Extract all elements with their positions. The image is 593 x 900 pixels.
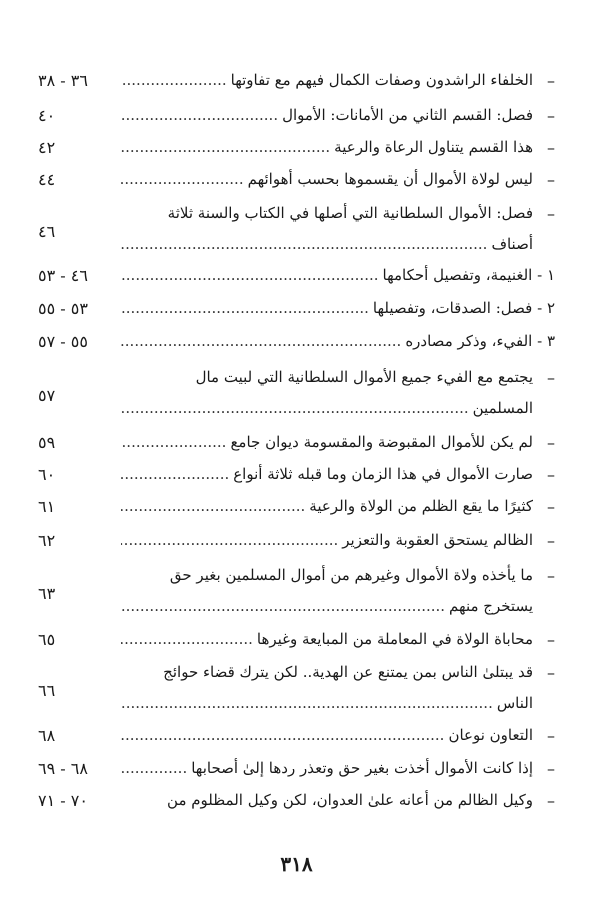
entry-page-ref: ٥٧ xyxy=(38,386,56,405)
entry-title: كثيرًا ما يقع الظلم من الولاة والرعية ..... xyxy=(121,494,533,519)
entry-bullet: – xyxy=(547,759,555,778)
entry-bullet: – xyxy=(547,106,555,125)
index-entry xyxy=(38,660,555,720)
entry-title: إذا كانت الأموال أخذت بغير حق وتعذر ردها إلىٰ أصحابها ..... xyxy=(121,756,533,781)
entry-page-ref: ٥٩ xyxy=(38,433,56,452)
index-entry xyxy=(38,135,555,165)
page-number: ٣١٨ xyxy=(280,852,313,876)
index-entry xyxy=(38,462,555,492)
entry-bullet: – xyxy=(547,663,555,682)
index-entry xyxy=(38,263,555,293)
entry-title: الخلفاء الراشدون وصفات الكمال فيهم مع تفاوتها ..... xyxy=(121,68,533,93)
entry-bullet: – xyxy=(547,726,555,745)
index-entry xyxy=(38,201,555,261)
entry-page-ref: ٦٨ - ٦٩ xyxy=(38,759,88,778)
index-entry xyxy=(38,627,555,657)
entry-bullet: – xyxy=(547,630,555,649)
index-entry xyxy=(38,68,555,98)
entry-bullet: – xyxy=(547,368,555,387)
entry-title: وكيل الظالم من أعانه علىٰ العدوان، لكن وكيل المظلوم من xyxy=(121,788,533,813)
entry-page-ref: ٦٣ xyxy=(38,584,56,603)
entry-title: الظالم يستحق العقوبة والتعزير ..... xyxy=(121,528,533,553)
index-entry xyxy=(38,329,555,359)
entry-bullet: – xyxy=(547,433,555,452)
entry-title: يجتمع مع الفيء جميع الأموال السلطانية التي لبيت مال xyxy=(121,365,533,390)
entry-title: ٣ - الفيء، وذكر مصادره ..... xyxy=(121,329,555,354)
entry-page-ref: ٦٨ xyxy=(38,726,56,745)
entry-title-continued: يستخرج منهم ..... xyxy=(121,594,533,619)
entry-title: هذا القسم يتناول الرعاة والرعية ..... xyxy=(121,135,533,160)
index-entry xyxy=(38,528,555,558)
entry-title: ليس لولاة الأموال أن يقسموها بحسب أهوائهم ..... xyxy=(121,167,533,192)
index-entry xyxy=(38,723,555,753)
entry-title-continued: المسلمين ..... xyxy=(121,396,533,421)
entry-page-ref: ٧٠ - ٧١ xyxy=(38,791,88,810)
entry-page-ref: ٦٢ xyxy=(38,531,56,550)
index-entry xyxy=(38,494,555,524)
entry-title: فصل: القسم الثاني من الأمانات: الأموال ..... xyxy=(121,103,533,128)
entry-title: لم يكن للأموال المقبوضة والمقسومة ديوان جامع ..... xyxy=(121,430,533,455)
entry-page-ref: ٦٦ xyxy=(38,681,56,700)
index-entry xyxy=(38,430,555,460)
entry-title: صارت الأموال في هذا الزمان وما قبله ثلاثة أنواع ..... xyxy=(121,462,533,487)
index-entry xyxy=(38,563,555,623)
entry-bullet: – xyxy=(547,465,555,484)
entry-page-ref: ٦٥ xyxy=(38,630,56,649)
entry-page-ref: ٤٢ xyxy=(38,138,56,157)
entry-title: قد يبتلىٰ الناس بمن يمتنع عن الهدية.. لكن يترك قضاء حوائج xyxy=(121,660,533,685)
entry-page-ref: ٦٠ xyxy=(38,465,56,484)
entry-bullet: – xyxy=(547,170,555,189)
entry-title: ما يأخذه ولاة الأموال وغيرهم من أموال المسلمين بغير حق xyxy=(121,563,533,588)
entry-page-ref: ٥٥ - ٥٧ xyxy=(38,332,88,351)
index-entry xyxy=(38,296,555,326)
entry-title: ١ - الغنيمة، وتفصيل أحكامها ..... xyxy=(121,263,555,288)
entry-page-ref: ٣٦ - ٣٨ xyxy=(38,71,88,90)
entry-page-ref: ٤٠ xyxy=(38,106,56,125)
entry-title: فصل: الأموال السلطانية التي أصلها في الكتاب والسنة ثلاثة xyxy=(121,201,533,226)
entry-page-ref: ٤٦ - ٥٣ xyxy=(38,266,88,285)
entry-title-continued: أصناف ..... xyxy=(121,232,533,257)
entry-bullet: – xyxy=(547,566,555,585)
index-entry xyxy=(38,788,555,818)
entry-page-ref: ٤٤ xyxy=(38,170,56,189)
entry-bullet: – xyxy=(547,497,555,516)
entry-page-ref: ٥٣ - ٥٥ xyxy=(38,299,88,318)
entry-page-ref: ٦١ xyxy=(38,497,56,516)
entry-bullet: – xyxy=(547,138,555,157)
entry-bullet: – xyxy=(547,71,555,90)
entry-bullet: – xyxy=(547,791,555,810)
entry-title: محاباة الولاة في المعاملة من المبايعة وغيرها ..... xyxy=(121,627,533,652)
entry-bullet: – xyxy=(547,531,555,550)
entry-bullet: – xyxy=(547,204,555,223)
index-entry xyxy=(38,756,555,786)
index-entry xyxy=(38,103,555,133)
entry-title-continued: الناس ..... xyxy=(121,691,533,716)
entry-title: التعاون نوعان ..... xyxy=(121,723,533,748)
index-entry xyxy=(38,167,555,197)
entry-title: ٢ - فصل: الصدقات، وتفصيلها ..... xyxy=(121,296,555,321)
entry-page-ref: ٤٦ xyxy=(38,222,56,241)
index-entry xyxy=(38,365,555,425)
